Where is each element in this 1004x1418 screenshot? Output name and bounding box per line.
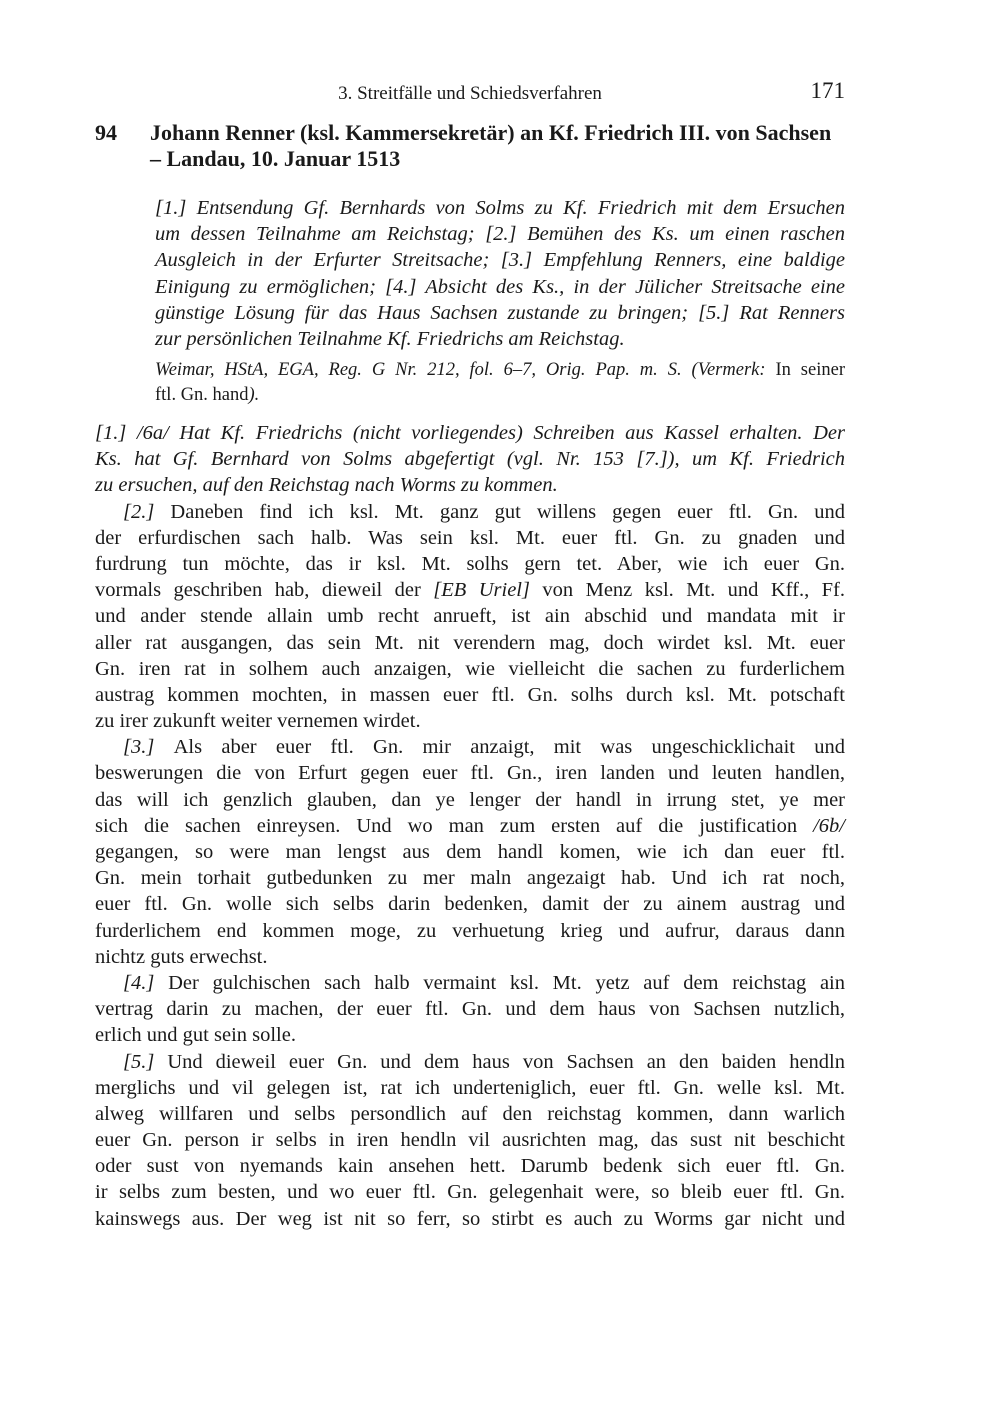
document-title xyxy=(150,120,845,172)
text: nichtz guts erwechst. xyxy=(95,945,268,968)
text: zu irer zukunft weiter vernemen wirdet. xyxy=(95,710,421,733)
text: Und dieweil euer Gn. und dem haus von Sachsen an den baiden hendln xyxy=(167,1050,845,1073)
text-line xyxy=(155,195,845,221)
text: Daneben find ich ksl. Mt. ganz gut willens gegen euer ftl. Gn. und xyxy=(170,500,845,523)
text: und ander stende allain umb recht anrueft, ist ain abschid und mandata mit ir xyxy=(95,605,845,628)
italic-text: /6b/ xyxy=(813,814,845,837)
italic-text: um dessen Teilnahme am Reichstag; [2.] Bemühen des Ks. um einen raschen xyxy=(155,223,845,246)
text: furderlichem end kommen moge, zu verhuetung krieg und aufrur, daraus dann xyxy=(95,919,845,942)
text-line xyxy=(95,1101,845,1127)
text-line xyxy=(95,734,845,760)
text: ir selbs zum besten, und wo euer ftl. Gn. gelegenhait were, so bleib euer ftl. Gn. xyxy=(95,1181,845,1204)
text-line xyxy=(95,944,845,970)
text-line xyxy=(95,1022,845,1048)
italic-text: ). xyxy=(248,385,260,405)
italic-text: zu ersuchen, auf den Reichstag nach Worms zu kommen. xyxy=(95,474,558,497)
paragraph xyxy=(95,1049,845,1232)
paragraph xyxy=(95,420,845,499)
italic-text: günstige Lösung für das Haus Sachsen zustande zu bringen; [5.] Rat Renners xyxy=(155,301,845,324)
text: gegangen, so were man lengst aus dem handl komen, wie ich dan euer ftl. xyxy=(95,841,845,863)
text-line xyxy=(155,221,845,247)
letter-body xyxy=(95,420,845,1232)
document-number: 94 xyxy=(95,120,117,145)
text: ftl. Gn. hand xyxy=(155,385,249,405)
text-line xyxy=(95,891,845,917)
text-line xyxy=(95,1153,845,1179)
text: Der gulchischen sach halb vermaint ksl. Mt. yetz auf dem reichstag ain xyxy=(168,971,845,994)
running-head-title: 3. Streitfälle und Schiedsverfahren xyxy=(338,83,602,104)
text-line xyxy=(95,996,845,1022)
text-line xyxy=(95,865,845,891)
text: kainswegs aus. Der weg ist nit so ferr, so stirbt es auch zu Worms gar nicht und xyxy=(95,1207,845,1230)
text: Als aber euer ftl. Gn. mir anzaigt, mit was ungeschicklichait und xyxy=(173,736,845,759)
text-line xyxy=(95,787,845,813)
italic-text: [5.] xyxy=(123,1050,168,1073)
text: oder sust von nyemands kain ansehen hett. Darumb bedenk sich euer ftl. Gn. xyxy=(95,1155,845,1178)
text: Gn. iren rat in solhem auch anzaigen, wie vielleicht die sachen zu furderlichem xyxy=(95,657,845,680)
text-line xyxy=(95,918,845,944)
paragraph xyxy=(95,734,845,970)
text-line xyxy=(155,300,845,326)
text-line xyxy=(95,708,845,734)
text-line xyxy=(155,274,845,300)
text: austrag kommen mochten, in massen euer ftl. Gn. solhs durch ksl. Mt. potschaft xyxy=(95,683,845,706)
text-line xyxy=(95,682,845,708)
text-line xyxy=(95,1127,845,1153)
text: Gn. mein torhait gutbedunken zu mer maln angezaigt hab. Und ich rat noch, xyxy=(95,867,845,890)
text-line xyxy=(155,358,845,383)
text: merglichs und vil gelegen ist, rat ich underteniglich, euer ftl. Gn. welle ksl. Mt. xyxy=(95,1076,845,1099)
text-line xyxy=(95,1049,845,1075)
page-number: 171 xyxy=(810,78,845,103)
italic-text: [1.] /6a/ Hat Kf. Friedrichs (nicht vorliegendes) Schreiben aus Kassel erhalten. Der xyxy=(95,422,845,444)
italic-text: Einigung zu ermöglichen; [4.] Absicht des Ks., in der Jülicher Streitsache eine xyxy=(155,275,845,298)
paragraph xyxy=(95,970,845,1049)
italic-text: Weimar, HStA, EGA, Reg. G Nr. 212, fol. 6–7, Orig. Pap. m. S. (Vermerk: xyxy=(155,360,776,380)
italic-text: [1.] Entsendung Gf. Bernhards von Solms zu Kf. Friedrich mit dem Ersuchen xyxy=(155,197,845,219)
running-head xyxy=(95,80,845,106)
text: sich die sachen einreysen. Und wo man zum ersten auf die justification xyxy=(95,814,814,837)
text-line xyxy=(95,446,845,472)
text: euer Gn. person ir selbs in iren hendln vil ausrichten mag, das sust nit beschicht xyxy=(95,1129,845,1152)
text: beswerungen die von Erfurt gegen euer ftl. Gn., iren landen und leuten handlen, xyxy=(95,762,845,785)
text-line xyxy=(95,1075,845,1101)
document-title-line: – Landau, 10. Januar 1513 xyxy=(150,146,401,171)
italic-text: [3.] xyxy=(123,736,174,759)
text-line xyxy=(95,839,845,865)
italic-text: [EB Uriel] xyxy=(433,579,530,602)
source-citation xyxy=(155,358,845,408)
text-line xyxy=(155,326,845,352)
paragraph xyxy=(155,195,845,352)
italic-text: Ausgleich in der Erfurter Streitsache; [3.] Empfehlung Renners, eine baldige xyxy=(155,249,845,272)
text: erlich und gut sein solle. xyxy=(95,1024,296,1047)
document-title-line: Johann Renner (ksl. Kammersekretär) an Kf. Friedrich III. von Sachsen xyxy=(150,120,832,145)
text-line xyxy=(95,630,845,656)
text-line xyxy=(95,603,845,629)
document-summary xyxy=(155,195,845,352)
text-line xyxy=(95,525,845,551)
text-line xyxy=(95,760,845,786)
text-line xyxy=(95,813,845,839)
text: euer ftl. Gn. wolle sich selbs darin bedenken, damit der zu ainem austrag und xyxy=(95,893,845,916)
text: vertrag darin zu machen, der euer ftl. Gn. und dem haus von Sachsen nutzlich, xyxy=(95,998,845,1021)
text-line xyxy=(95,656,845,682)
italic-text: Ks. hat Gf. Bernhard von Solms abgefertigt (vgl. Nr. 153 [7.]), um Kf. Friedrich xyxy=(95,448,845,471)
italic-text: [4.] xyxy=(123,971,169,994)
text-line xyxy=(95,1179,845,1205)
text-line xyxy=(95,1206,845,1232)
text-line xyxy=(155,247,845,273)
text: furdrung tun möchte, das ir ksl. Mt. solhs gern tet. Aber, wie ich euer Gn. xyxy=(95,552,845,575)
text-line xyxy=(95,970,845,996)
italic-text: zur persönlichen Teilnahme Kf. Friedrichs am Reichstag. xyxy=(155,327,625,350)
paragraph xyxy=(155,358,845,408)
text: alweg willfaren und selbs persondlich auf den reichstag kommen, dann warlich xyxy=(95,1102,845,1125)
text-line xyxy=(95,499,845,525)
paragraph xyxy=(95,499,845,735)
text-line xyxy=(95,551,845,577)
text-line xyxy=(95,420,845,446)
text: vormals geschriben hab, dieweil der xyxy=(95,579,434,602)
italic-text: [2.] xyxy=(123,500,171,523)
text: das will ich genzlich glauben, dan ye lenger der handl in irrung stet, ye mer xyxy=(95,788,845,811)
text-line xyxy=(95,472,845,498)
text: In seiner xyxy=(775,360,845,380)
text: von Menz ksl. Mt. und Kff., Ff. xyxy=(529,579,845,602)
text: aller rat ausgangen, das sein Mt. nit verendern mag, doch wirdet ksl. Mt. euer xyxy=(95,631,845,654)
text: der erfurdischen sach halb. Was sein ksl. Mt. euer ftl. Gn. zu gnaden und xyxy=(95,526,845,549)
text-line xyxy=(95,577,845,603)
text-line xyxy=(155,383,845,408)
